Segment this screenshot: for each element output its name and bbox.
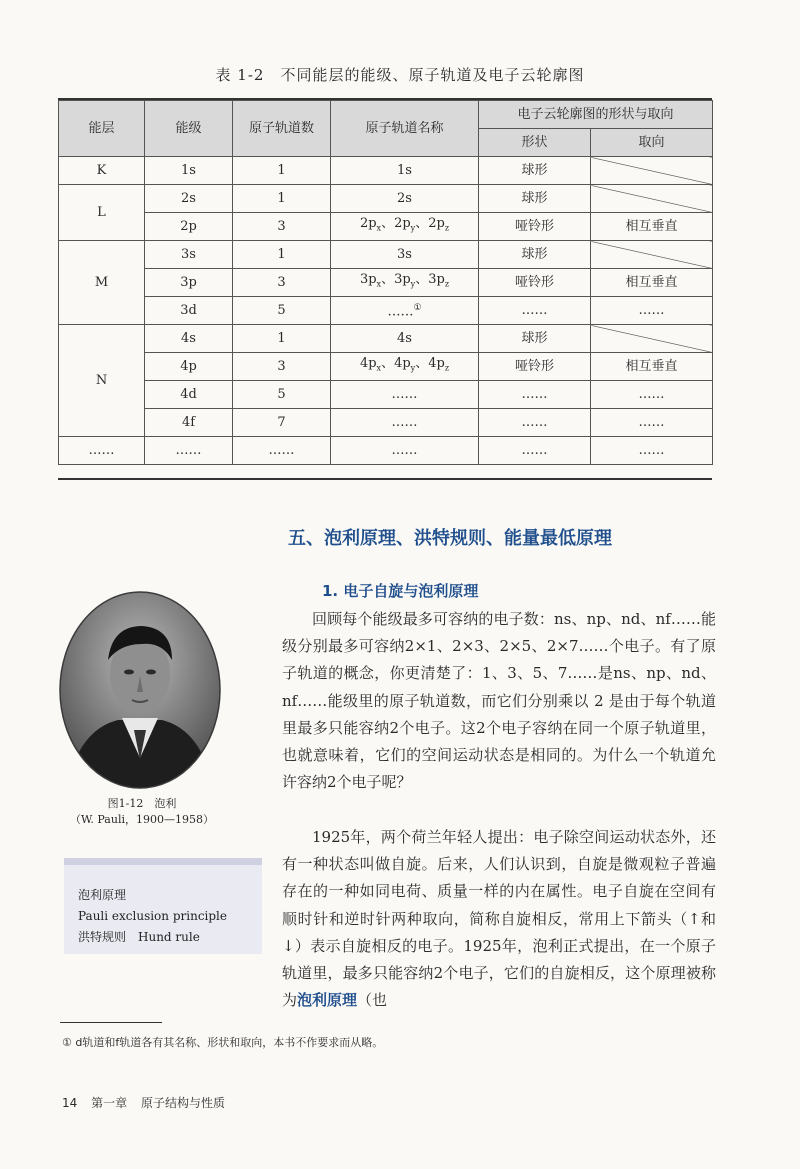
shape-cell: 球形 bbox=[479, 157, 591, 185]
footnote: ① d轨道和f轨道各有其名称、形状和取向，本书不作要求而从略。 bbox=[62, 1036, 384, 1049]
table-row bbox=[59, 241, 713, 269]
table-row bbox=[59, 157, 713, 185]
name-cell: 3s bbox=[331, 241, 479, 269]
count-cell: 1 bbox=[233, 185, 331, 213]
shape-cell: 哑铃形 bbox=[479, 353, 591, 381]
name-cell: …… bbox=[331, 381, 479, 409]
paragraph-text: （也 bbox=[357, 991, 388, 1010]
shape-cell: 球形 bbox=[479, 241, 591, 269]
subscript-z: z bbox=[444, 223, 450, 233]
footnote-mark: ① bbox=[413, 303, 422, 314]
table-bottom-rule bbox=[58, 478, 712, 480]
glossary-term: 泡利原理 bbox=[78, 888, 127, 902]
level-cell: 4s bbox=[145, 325, 233, 353]
level-cell: …… bbox=[145, 437, 233, 465]
orbital-c: 2p bbox=[428, 216, 445, 232]
count-cell: 3 bbox=[233, 269, 331, 297]
caption-line: （W. Pauli，1900—1958） bbox=[70, 813, 214, 826]
glossary-term: 洪特规则 Hund rule bbox=[78, 930, 200, 944]
orient-cell: 相互垂直 bbox=[591, 269, 713, 297]
shape-cell: 哑铃形 bbox=[479, 213, 591, 241]
table-row bbox=[59, 185, 713, 213]
header-cloud: 电子云轮廓图的形状与取向 bbox=[479, 101, 713, 129]
shape-cell: 球形 bbox=[479, 185, 591, 213]
count-cell: 1 bbox=[233, 241, 331, 269]
name-cell: 1s bbox=[331, 157, 479, 185]
separator: 、 bbox=[415, 272, 429, 288]
count-cell: …… bbox=[233, 437, 331, 465]
subscript-z: z bbox=[444, 279, 450, 289]
name-cell bbox=[331, 297, 479, 325]
table-row bbox=[59, 213, 713, 241]
count-cell: 5 bbox=[233, 297, 331, 325]
subscript-x: x bbox=[376, 279, 382, 289]
separator: 、 bbox=[415, 216, 429, 232]
portrait-caption bbox=[58, 796, 226, 828]
header-count: 原子轨道数 bbox=[233, 101, 331, 157]
shape-cell: …… bbox=[479, 409, 591, 437]
level-cell: 4p bbox=[145, 353, 233, 381]
orient-cell: …… bbox=[591, 381, 713, 409]
separator: 、 bbox=[381, 356, 395, 372]
orbital-a: 4p bbox=[359, 356, 377, 372]
orbital-c: 3p bbox=[428, 272, 445, 288]
count-cell: 3 bbox=[233, 353, 331, 381]
level-cell: 3p bbox=[145, 269, 233, 297]
table-row bbox=[59, 353, 713, 381]
separator: 、 bbox=[415, 356, 429, 372]
shell-cell: M bbox=[59, 241, 145, 325]
name-cell bbox=[331, 353, 479, 381]
separator: 、 bbox=[381, 216, 395, 232]
shape-cell: 球形 bbox=[479, 325, 591, 353]
orbital-table bbox=[58, 100, 713, 465]
header-level: 能级 bbox=[145, 101, 233, 157]
table-row bbox=[59, 269, 713, 297]
orient-cell: 相互垂直 bbox=[591, 353, 713, 381]
level-cell: 1s bbox=[145, 157, 233, 185]
name-cell bbox=[331, 269, 479, 297]
level-cell: 2s bbox=[145, 185, 233, 213]
level-cell: 3d bbox=[145, 297, 233, 325]
shell-cell: …… bbox=[59, 437, 145, 465]
caption-line: 图1-12 泡利 bbox=[107, 797, 177, 810]
header-name: 原子轨道名称 bbox=[331, 101, 479, 157]
chapter-label: 第一章 bbox=[91, 1096, 128, 1110]
shell-cell: K bbox=[59, 157, 145, 185]
shape-cell: 哑铃形 bbox=[479, 269, 591, 297]
separator: 、 bbox=[381, 272, 395, 288]
header-shape: 形状 bbox=[479, 129, 591, 157]
orient-cell-empty bbox=[591, 185, 713, 213]
level-cell: 3s bbox=[145, 241, 233, 269]
shell-cell: L bbox=[59, 185, 145, 241]
subscript-y: y bbox=[410, 363, 416, 373]
subscript-y: y bbox=[410, 223, 416, 233]
subscript-x: x bbox=[376, 363, 382, 373]
glossary-box bbox=[64, 858, 262, 954]
level-cell: 2p bbox=[145, 213, 233, 241]
orient-cell: 相互垂直 bbox=[591, 213, 713, 241]
level-cell: 4f bbox=[145, 409, 233, 437]
page-footer bbox=[62, 1094, 235, 1111]
footnote-rule bbox=[60, 1022, 162, 1023]
orient-cell: …… bbox=[591, 297, 713, 325]
name-cell: 2s bbox=[331, 185, 479, 213]
orient-cell: …… bbox=[591, 437, 713, 465]
shape-cell: …… bbox=[479, 437, 591, 465]
table-row bbox=[59, 381, 713, 409]
section-title: 五、泡利原理、洪特规则、能量最低原理 bbox=[288, 528, 612, 549]
table-caption: 表 1-2 不同能层的能级、原子轨道及电子云轮廓图 bbox=[215, 66, 585, 84]
shape-cell: …… bbox=[479, 297, 591, 325]
name-cell: 4s bbox=[331, 325, 479, 353]
name-ellipsis: …… bbox=[387, 304, 414, 320]
orbital-b: 4p bbox=[394, 356, 411, 372]
sub-title: 1. 电子自旋与泡利原理 bbox=[322, 582, 479, 600]
paragraph-text: 1925年，两个荷兰年轻人提出：电子除空间运动状态外，还有一种状态叫做自旋。后来，人们认识到，自旋是微观粒子普遍存在的一种如同电荷、质量一样的内在属性。电子自旋在空间有顺时针和逆时针两种取向，简称自旋相反，常用上下箭头（↑和↓）表示自旋相反的电子。1925年，泡利正式提出，在一个原子轨道里，最多只能容纳2个电子，它们的自旋相反，这个原理被称为 bbox=[282, 828, 716, 1010]
chapter-title: 原子结构与性质 bbox=[140, 1096, 225, 1110]
orbital-c: 4p bbox=[428, 356, 445, 372]
term-highlight: 泡利原理 bbox=[297, 991, 358, 1010]
orbital-a: 2p bbox=[359, 216, 377, 232]
name-cell: …… bbox=[331, 409, 479, 437]
orbital-b: 2p bbox=[394, 216, 411, 232]
table-row bbox=[59, 409, 713, 437]
orient-cell: …… bbox=[591, 409, 713, 437]
paragraph bbox=[282, 824, 716, 1014]
page-number: 14 bbox=[62, 1096, 78, 1110]
orient-cell-empty bbox=[591, 157, 713, 185]
pauli-portrait bbox=[58, 590, 222, 790]
count-cell: 1 bbox=[233, 157, 331, 185]
subscript-x: x bbox=[376, 223, 382, 233]
table-row bbox=[59, 437, 713, 465]
subscript-z: z bbox=[444, 363, 450, 373]
orbital-a: 3p bbox=[359, 272, 377, 288]
name-cell: …… bbox=[331, 437, 479, 465]
header-orient: 取向 bbox=[591, 129, 713, 157]
count-cell: 3 bbox=[233, 213, 331, 241]
count-cell: 1 bbox=[233, 325, 331, 353]
orient-cell-empty bbox=[591, 325, 713, 353]
header-shell: 能层 bbox=[59, 101, 145, 157]
name-cell bbox=[331, 213, 479, 241]
table-row bbox=[59, 297, 713, 325]
count-cell: 7 bbox=[233, 409, 331, 437]
level-cell: 4d bbox=[145, 381, 233, 409]
table-row bbox=[59, 325, 713, 353]
shell-cell: N bbox=[59, 325, 145, 437]
paragraph: 回顾每个能级最多可容纳的电子数：ns、np、nd、nf……能级分别最多可容纳2×1、2×3、2×5、2×7……个电子。有了原子轨道的概念，你更清楚了：1、3、5、7……是ns、np、nd、nf……能级里的原子轨道数，而它们分别乘以 2 是由于每个轨道里最多只能容纳2个电子。这2个电子容纳在同一个原子轨道里，也就意味着，它们的空间运动状态是相同的。为什么一个轨道允许容纳2个电子呢？ bbox=[282, 610, 716, 792]
orbital-b: 3p bbox=[394, 272, 411, 288]
glossary-term: Pauli exclusion principle bbox=[78, 909, 227, 923]
subscript-y: y bbox=[410, 279, 416, 289]
count-cell: 5 bbox=[233, 381, 331, 409]
shape-cell: …… bbox=[479, 381, 591, 409]
orient-cell-empty bbox=[591, 241, 713, 269]
